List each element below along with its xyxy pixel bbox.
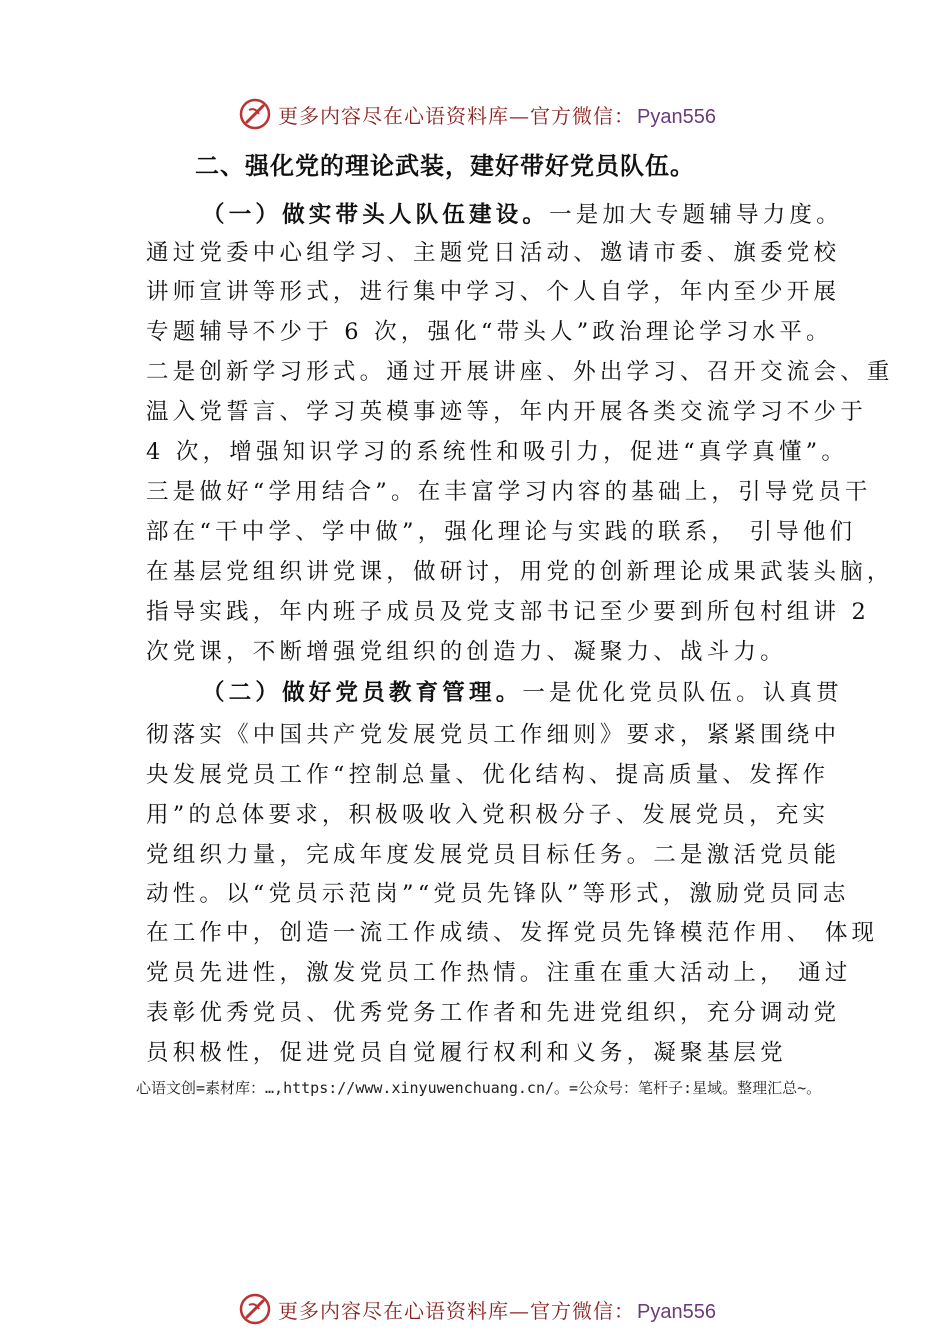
watermark-text: 更多内容尽在心语资料库—官方微信： [278, 1298, 635, 1323]
paragraph-line: 央发展党员工作“控制总量、优化结构、提高质量、发挥作 [146, 762, 830, 788]
paragraph-line: 讲师宣讲等形式，进行集中学习、个人自学，年内至少开展 [146, 279, 841, 305]
paragraph-line: 指导实践，年内班子成员及党支部书记至少要到所包村组讲 2 [146, 599, 871, 625]
subsection-label-1: （一）做实带头人队伍建设。 [202, 202, 550, 228]
paragraph-line: 在基层党组织讲党课，做研讨，用党的创新理论成果武装头脑， [146, 559, 894, 585]
paragraph-line: 彻落实《中国共产党发展党员工作细则》要求，紧紧围绕中 [146, 722, 841, 748]
brush-seal-icon [238, 97, 272, 131]
paragraph-text: 一是优化党员队伍。认真贯 [522, 680, 843, 706]
paragraph-line: 三是做好“学用结合”。在丰富学习内容的基础上，引导党员干 [146, 479, 872, 505]
watermark-bottom [238, 1292, 716, 1326]
paragraph-line [202, 675, 843, 707]
paragraph-line: 次党课，不断增强党组织的创造力、凝聚力、战斗力。 [146, 639, 787, 665]
paragraph-line: 在工作中，创造一流工作成绩、发挥党员先锋模范作用、 体现 [146, 920, 879, 946]
paragraph-line: 党组织力量，完成年度发展党员目标任务。二是激活党员能 [146, 842, 841, 868]
brush-seal-icon [238, 1292, 272, 1326]
paragraph-line: 用”的总体要求，积极吸收入党积极分子、发展党员，充实 [146, 802, 830, 828]
footer-note: 心语文创=素材库：…,https://www.xinyuwenchuang.cn/。=公众号：笔杆子:星域。整理汇总~。 [136, 1079, 822, 1097]
watermark-top [238, 97, 716, 131]
paragraph-line: 专题辅导不少于 6 次，强化“带头人”政治理论学习水平。 [146, 319, 833, 345]
paragraph-line: 动性。以“党员示范岗”“党员先锋队”等形式，激励党员同志 [146, 881, 850, 907]
paragraph-line [202, 197, 843, 229]
watermark-wechat-id: Pyan556 [637, 105, 716, 128]
watermark-text: 更多内容尽在心语资料库—官方微信： [278, 103, 635, 128]
paragraph-line: 员积极性，促进党员自觉履行权利和义务，凝聚基层党 [146, 1040, 787, 1066]
paragraph-text: 一是加大专题辅导力度。 [549, 202, 843, 228]
paragraph-line: 表彰优秀党员、优秀党务工作者和先进党组织，充分调动党 [146, 1000, 841, 1026]
paragraph-line: 通过党委中心组学习、主题党日活动、邀请市委、旗委党校 [146, 240, 841, 266]
paragraph-line: 党员先进性，激发党员工作热情。注重在重大活动上， 通过 [146, 960, 852, 986]
watermark-wechat-id: Pyan556 [637, 1300, 716, 1323]
paragraph-line: 部在“干中学、学中做”，强化理论与实践的联系， 引导他们 [146, 519, 857, 545]
paragraph-line: 4 次，增强知识学习的系统性和吸引力，促进“真学真懂”。 [146, 439, 849, 465]
subsection-label-2: （二）做好党员教育管理。 [202, 680, 523, 706]
section-heading: 二、强化党的理论武装，建好带好党员队伍。 [195, 152, 695, 180]
paragraph-line: 温入党誓言、学习英模事迹等，年内开展各类交流学习不少于 [146, 399, 867, 425]
paragraph-line: 二是创新学习形式。通过开展讲座、外出学习、召开交流会、重 [146, 359, 894, 385]
